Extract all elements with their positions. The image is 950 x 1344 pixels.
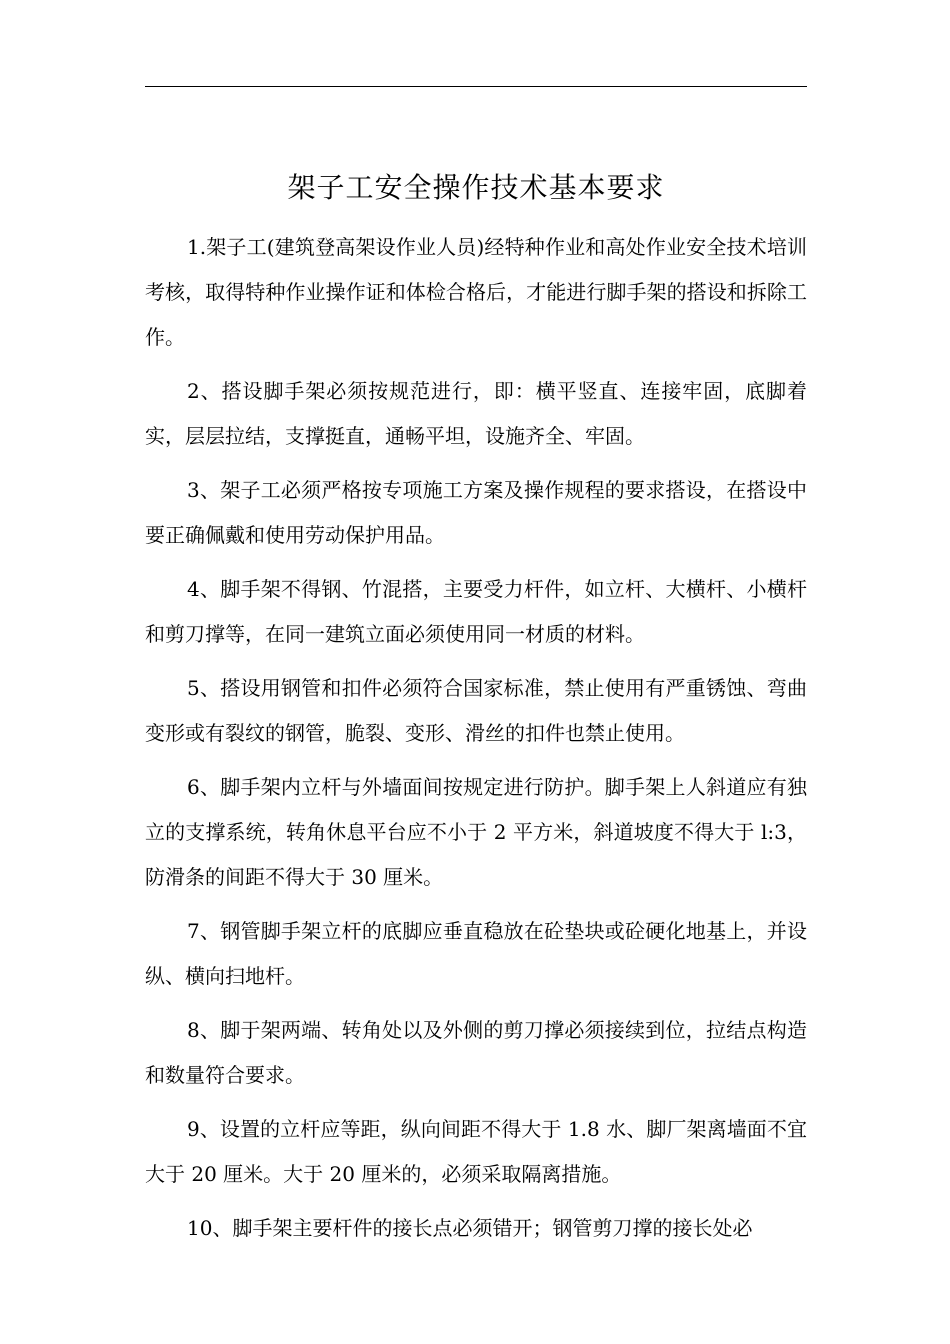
paragraph-1: 1.架子工(建筑登高架设作业人员)经特种作业和高处作业安全技术培训考核，取得特种作业操作证和体检合格后，才能进行脚手架的搭设和拆除工作。 bbox=[145, 235, 807, 349]
paragraph-7: 7、钢管脚手架立杆的底脚应垂直稳放在砼垫块或砼硬化地基上，并设纵、横向扫地杆。 bbox=[145, 919, 807, 988]
paragraph-6: 6、脚手架内立杆与外墙面间按规定进行防护。脚手架上人斜道应有独立的支撑系统，转角休息平台应不小于 2 平方米，斜道坡度不得大于 l:3，防滑条的间距不得大于 30 厘米。 bbox=[145, 775, 807, 889]
paragraph-4: 4、脚手架不得钢、竹混搭，主要受力杆件，如立杆、大横杆、小横杆和剪刀撑等，在同一建筑立面必须使用同一材质的材料。 bbox=[145, 577, 807, 646]
paragraph-3: 3、架子工必须严格按专项施工方案及操作规程的要求搭设，在搭设中要正确佩戴和使用劳动保护用品。 bbox=[145, 478, 807, 547]
document-body bbox=[145, 225, 807, 1260]
page-title: 架子工安全操作技术基本要求 bbox=[287, 171, 665, 204]
paragraph-10: 10、脚手架主要杆件的接长点必须错开；钢管剪刀撑的接长处必 bbox=[187, 1216, 753, 1240]
paragraph-5: 5、搭设用钢管和扣件必须符合国家标准，禁止使用有严重锈蚀、弯曲变形或有裂纹的钢管，脆裂、变形、滑丝的扣件也禁止使用。 bbox=[145, 676, 807, 745]
header-rule bbox=[145, 86, 807, 87]
paragraph-2: 2、搭设脚手架必须按规范进行，即：横平竖直、连接牢固，底脚着实，层层拉结，支撑挺直，通畅平坦，设施齐全、牢固。 bbox=[145, 379, 807, 448]
paragraph-8: 8、脚于架两端、转角处以及外侧的剪刀撑必须接续到位，拉结点构造和数量符合要求。 bbox=[145, 1018, 807, 1087]
paragraph-9: 9、设置的立杆应等距，纵向间距不得大于 1.8 水、脚厂架离墙面不宜大于 20 厘米。大于 20 厘米的，必须采取隔离措施。 bbox=[145, 1117, 807, 1186]
